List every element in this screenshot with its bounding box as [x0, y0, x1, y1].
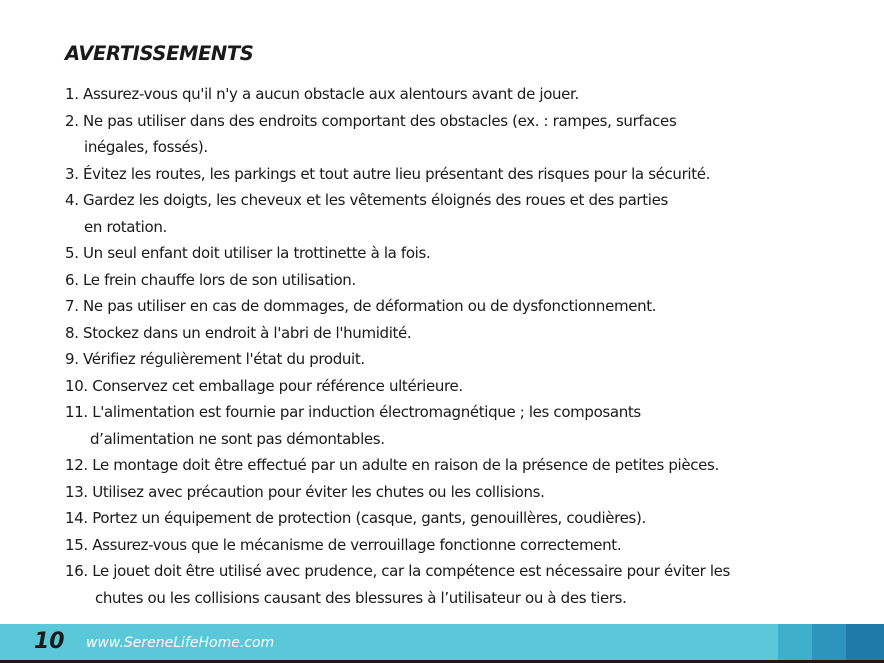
- warning-text: 3. Évitez les routes, les parkings et tout autre lieu présentant des risques pour la sécurité.: [65, 164, 711, 183]
- warning-text: 16. Le jouet doit être utilisé avec prudence, car la compétence est nécessaire pour éviter les: [65, 562, 731, 580]
- warning-item-7: [65, 293, 855, 320]
- warning-text: 11. L'alimentation est fournie par induction électromagnétique ; les composants: [65, 403, 641, 421]
- warning-item-12: [65, 452, 855, 479]
- warning-list: [65, 81, 855, 611]
- warning-item-8: [65, 320, 855, 347]
- warning-text: 6. Le frein chauffe lors de son utilisation.: [65, 270, 356, 289]
- warning-item-4: [65, 187, 855, 240]
- footer-accent-block-1: [778, 624, 812, 660]
- warning-text: 9. Vérifiez régulièrement l'état du produit.: [65, 350, 365, 368]
- warning-text: 4. Gardez les doigts, les cheveux et les vêtements éloignés des roues et des parties: [65, 191, 668, 209]
- warning-item-13: [65, 479, 855, 506]
- footer-accent-block-3: [846, 624, 884, 660]
- warning-item-2: [65, 108, 855, 161]
- warning-text-continued: d’alimentation ne sont pas démontables.: [90, 429, 385, 448]
- warning-text: 5. Un seul enfant doit utiliser la trottinette à la fois.: [65, 244, 431, 262]
- warning-item-1: [65, 81, 855, 108]
- warning-item-14: [65, 505, 855, 532]
- footer-bar: [0, 624, 884, 660]
- warning-item-9: [65, 346, 855, 373]
- footer-accent-block-2: [812, 624, 846, 660]
- warning-text: 1. Assurez-vous qu'il n'y a aucun obstacle aux alentours avant de jouer.: [65, 85, 579, 103]
- warning-text: 2. Ne pas utiliser dans des endroits comportant des obstacles (ex. : rampes, surfaces: [65, 111, 677, 130]
- warning-item-6: [65, 267, 855, 294]
- warning-item-15: [65, 532, 855, 559]
- warning-item-16: [65, 558, 855, 611]
- warning-text: 14. Portez un équipement de protection (casque, gants, genouillères, coudières).: [65, 509, 646, 527]
- warning-item-5: [65, 240, 855, 267]
- warning-item-11: [65, 399, 855, 452]
- warning-text-continued: chutes ou les collisions causant des blessures à l’utilisateur ou à des tiers.: [95, 588, 627, 607]
- warning-text-continued: inégales, fossés).: [84, 138, 208, 156]
- warning-text-continued: en rotation.: [84, 217, 167, 236]
- page-number: 10: [34, 629, 65, 654]
- warning-text: 12. Le montage doit être effectué par un adulte en raison de la présence de petites pièces.: [65, 456, 719, 474]
- page-title: AVERTISSEMENTS: [65, 42, 254, 65]
- warning-text: 15. Assurez-vous que le mécanisme de verrouillage fonctionne correctement.: [65, 535, 622, 554]
- warning-text: 7. Ne pas utiliser en cas de dommages, de déformation ou de dysfonctionnement.: [65, 297, 657, 315]
- warning-item-10: [65, 373, 855, 400]
- warning-text: 13. Utilisez avec précaution pour éviter les chutes ou les collisions.: [65, 482, 545, 501]
- website-link[interactable]: www.SereneLifeHome.com: [86, 635, 275, 651]
- warning-text: 8. Stockez dans un endroit à l'abri de l'humidité.: [65, 323, 412, 342]
- warning-text: 10. Conservez cet emballage pour référence ultérieure.: [65, 376, 463, 395]
- warning-item-3: [65, 161, 855, 188]
